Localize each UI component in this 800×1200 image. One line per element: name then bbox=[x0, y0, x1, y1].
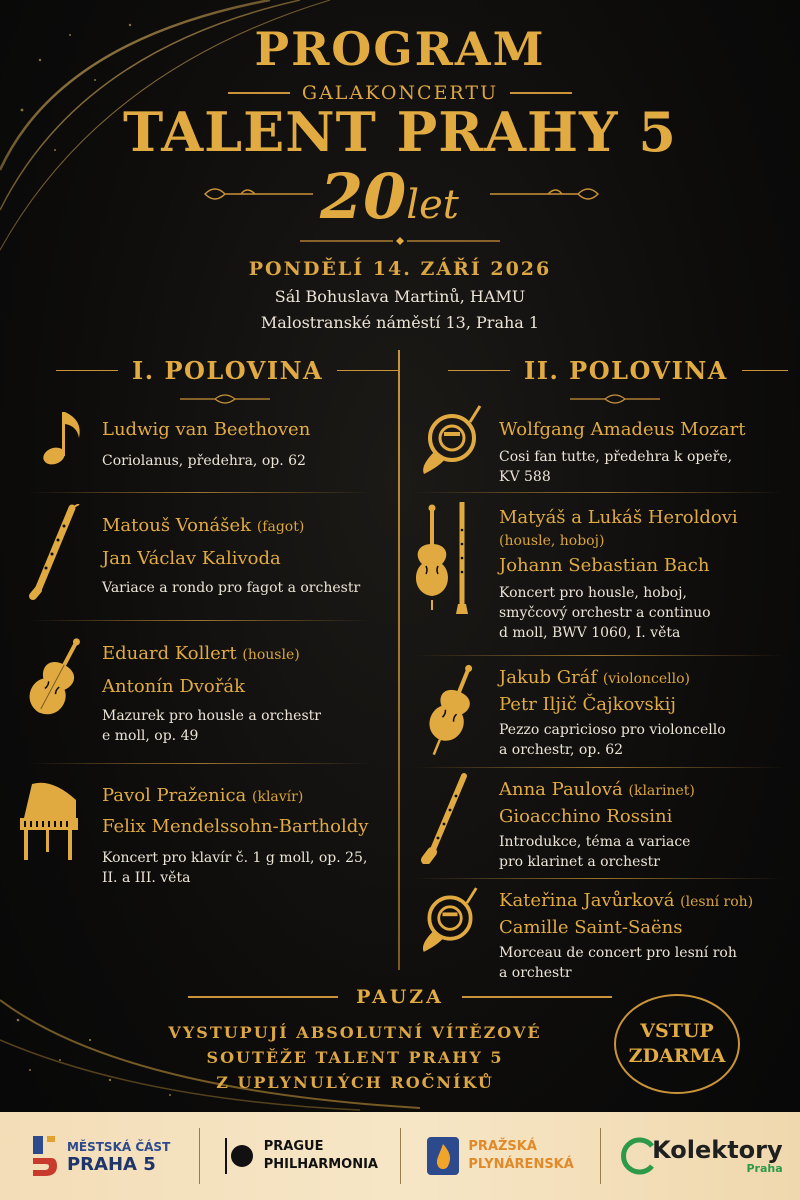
logo-line: PRAHA 5 bbox=[66, 1154, 156, 1175]
french-horn-icon bbox=[420, 402, 484, 476]
winners-line: SOUTĚŽE TALENT PRAHY 5 bbox=[206, 1048, 504, 1067]
logo-prazska-plynarenska bbox=[401, 1112, 600, 1200]
anniversary-row bbox=[0, 160, 800, 232]
composer-name: Jan Václav Kalivoda bbox=[102, 548, 281, 569]
logo-philharmonia-text bbox=[264, 1138, 378, 1174]
logo-praha5-text bbox=[67, 1138, 170, 1174]
column-divider bbox=[398, 350, 400, 970]
winners-text bbox=[150, 1020, 560, 1095]
composer-name: Felix Mendelssohn-Bartholdy bbox=[102, 816, 369, 837]
piece-line: Koncert pro klavír č. 1 g moll, op. 25, bbox=[102, 850, 368, 866]
program-entry bbox=[499, 417, 745, 487]
performer-line bbox=[102, 513, 360, 540]
years-word: let bbox=[406, 182, 459, 228]
ornament-icon bbox=[570, 394, 660, 404]
praha5-logo-icon bbox=[29, 1134, 59, 1178]
entry-divider bbox=[30, 620, 370, 621]
years-number: 20 bbox=[320, 160, 407, 233]
subtitle-text: GALAKONCERTU bbox=[301, 82, 499, 104]
piano-icon bbox=[16, 778, 84, 868]
logo-line: PRAGUE bbox=[263, 1139, 324, 1154]
piece-line: smyčcový orchestr a continuo bbox=[499, 605, 711, 621]
event-date: PONDĚLÍ 14. ZÁŘÍ 2026 bbox=[248, 258, 552, 280]
first-half-label: I. POLOVINA bbox=[132, 356, 324, 385]
performer-name: Eduard Kollert bbox=[102, 643, 237, 664]
performer-name: Pavol Praženica bbox=[102, 785, 247, 806]
piece-line: KV 588 bbox=[499, 469, 551, 485]
piece-line: pro klarinet a orchestr bbox=[499, 854, 660, 870]
composer-name: Petr Iljič Čajkovskij bbox=[499, 694, 677, 715]
composer-name: Wolfgang Amadeus Mozart bbox=[499, 419, 746, 440]
bassoon-icon bbox=[24, 504, 84, 600]
clarinet-icon bbox=[418, 772, 474, 864]
logo-line: PHILHARMONIA bbox=[263, 1157, 378, 1172]
performer-instrument: (violoncello) bbox=[602, 671, 690, 687]
entry-divider bbox=[414, 492, 784, 493]
program-entry bbox=[102, 783, 368, 888]
performer-name: Kateřina Javůrková bbox=[499, 890, 675, 911]
piece-line: Morceau de concert pro lesní roh bbox=[499, 945, 737, 961]
heading-line bbox=[56, 370, 118, 372]
performer-line bbox=[102, 641, 321, 668]
heading-line bbox=[742, 370, 788, 372]
logo-line: PRAŽSKÁ bbox=[468, 1139, 537, 1154]
winners-line: VYSTUPUJÍ ABSOLUTNÍ VÍTĚZOVÉ bbox=[168, 1023, 542, 1042]
pause-line-right bbox=[462, 996, 612, 998]
music-note-icon bbox=[40, 408, 86, 468]
second-half-heading bbox=[448, 356, 788, 385]
logo-prague-philharmonia bbox=[200, 1112, 399, 1200]
pause-label: PAUZA bbox=[356, 986, 444, 1008]
performer-instrument: (fagot) bbox=[256, 519, 305, 535]
piece-title: Variace a rondo pro fagot a orchestr bbox=[102, 580, 361, 596]
performer-line bbox=[499, 665, 726, 692]
performer-line bbox=[499, 888, 753, 915]
logo-line: MĚSTSKÁ ČÁST bbox=[66, 1140, 171, 1154]
winners-line: Z UPLYNULÝCH ROČNÍKŮ bbox=[216, 1073, 494, 1092]
piece-line: a orchestr bbox=[499, 965, 572, 981]
program-entry bbox=[102, 417, 310, 471]
logo-kolektory-text bbox=[652, 1137, 783, 1175]
sponsor-footer bbox=[0, 1112, 800, 1200]
second-half-label: II. POLOVINA bbox=[524, 356, 728, 385]
venue-name: Sál Bohuslava Martinů, HAMU bbox=[274, 287, 526, 306]
cello-icon bbox=[420, 662, 482, 762]
heading-line bbox=[337, 370, 399, 372]
piece-line: Mazurek pro housle a orchestr bbox=[102, 708, 321, 724]
composer-name: Antonín Dvořák bbox=[102, 676, 246, 697]
badge-line: ZDARMA bbox=[628, 1045, 726, 1067]
entry-divider bbox=[30, 763, 370, 764]
flourish-left-icon bbox=[195, 182, 315, 206]
program-heading: PROGRAM bbox=[254, 22, 546, 76]
flame-logo-icon bbox=[426, 1136, 460, 1176]
entry-divider bbox=[30, 492, 370, 493]
program-entry bbox=[102, 641, 321, 746]
composer-name: Gioacchino Rossini bbox=[499, 806, 673, 827]
piece-line: Introdukce, téma a variace bbox=[499, 834, 691, 850]
performer-name: Matouš Vonášek bbox=[102, 515, 252, 536]
program-entry bbox=[499, 777, 695, 872]
french-horn-icon bbox=[420, 884, 480, 954]
logo-kolektory bbox=[601, 1112, 800, 1200]
performer-line bbox=[499, 777, 695, 804]
composer-name: Camille Saint-Saëns bbox=[499, 917, 683, 938]
entry-divider bbox=[414, 655, 784, 656]
logo-praha5 bbox=[0, 1112, 199, 1200]
pause-line-left bbox=[188, 996, 338, 998]
performer-instrument: (housle) bbox=[242, 647, 300, 663]
logo-plynarenska-text bbox=[468, 1138, 573, 1174]
violin-icon bbox=[20, 632, 86, 740]
first-half-heading bbox=[56, 356, 399, 385]
composer-name: Ludwig van Beethoven bbox=[102, 419, 311, 440]
piece-line: Koncert pro housle, hoboj, bbox=[499, 585, 687, 601]
program-entry bbox=[499, 888, 753, 983]
badge-line: VSTUP bbox=[640, 1020, 714, 1042]
piece-line: a orchestr, op. 62 bbox=[499, 742, 624, 758]
philharmonia-logo-icon bbox=[222, 1136, 256, 1176]
piece-line: Pezzo capricioso pro violoncello bbox=[499, 722, 726, 738]
subtitle-line-right bbox=[510, 92, 572, 94]
performer-instrument: (klarinet) bbox=[628, 783, 695, 799]
performer-name: Jakub Gráf bbox=[499, 667, 598, 688]
performer-instrument: (klavír) bbox=[252, 789, 304, 805]
piece-line: Cosi fan tutte, předehra k opeře, bbox=[499, 449, 733, 465]
venue-address: Malostranské náměstí 13, Praha 1 bbox=[260, 313, 540, 332]
violin-oboe-icon bbox=[410, 500, 480, 618]
composer-name: Johann Sebastian Bach bbox=[499, 555, 710, 576]
ornament-icon bbox=[180, 394, 270, 404]
logo-sub: Praha bbox=[746, 1162, 783, 1175]
flourish-right-icon bbox=[488, 182, 608, 206]
logo-line: PLYNÁRENSKÁ bbox=[468, 1157, 574, 1172]
performer-instrument: (lesní roh) bbox=[680, 894, 754, 910]
program-entry bbox=[499, 505, 738, 643]
entry-divider bbox=[414, 878, 784, 879]
free-entry-badge bbox=[614, 994, 740, 1094]
piece-line: II. a III. věta bbox=[102, 870, 191, 886]
logo-main: Kolektory bbox=[652, 1136, 783, 1164]
piece-title: Coriolanus, předehra, op. 62 bbox=[102, 453, 306, 469]
performer-name: Matyáš a Lukáš Heroldovi bbox=[499, 507, 738, 528]
piece-line: e moll, op. 49 bbox=[102, 728, 199, 744]
entry-divider bbox=[414, 767, 784, 768]
anniversary-text bbox=[320, 160, 459, 233]
performer-name: Anna Paulová bbox=[499, 779, 623, 800]
main-title: TALENT PRAHY 5 bbox=[123, 100, 677, 164]
performer-line bbox=[102, 783, 368, 810]
title-divider bbox=[300, 236, 500, 246]
program-entry bbox=[102, 513, 360, 598]
subtitle-line-left bbox=[228, 92, 290, 94]
performer-instrument: (housle, hoboj) bbox=[499, 533, 605, 549]
heading-line bbox=[448, 370, 510, 372]
program-entry bbox=[499, 665, 726, 760]
piece-line: d moll, BWV 1060, I. věta bbox=[499, 625, 681, 641]
